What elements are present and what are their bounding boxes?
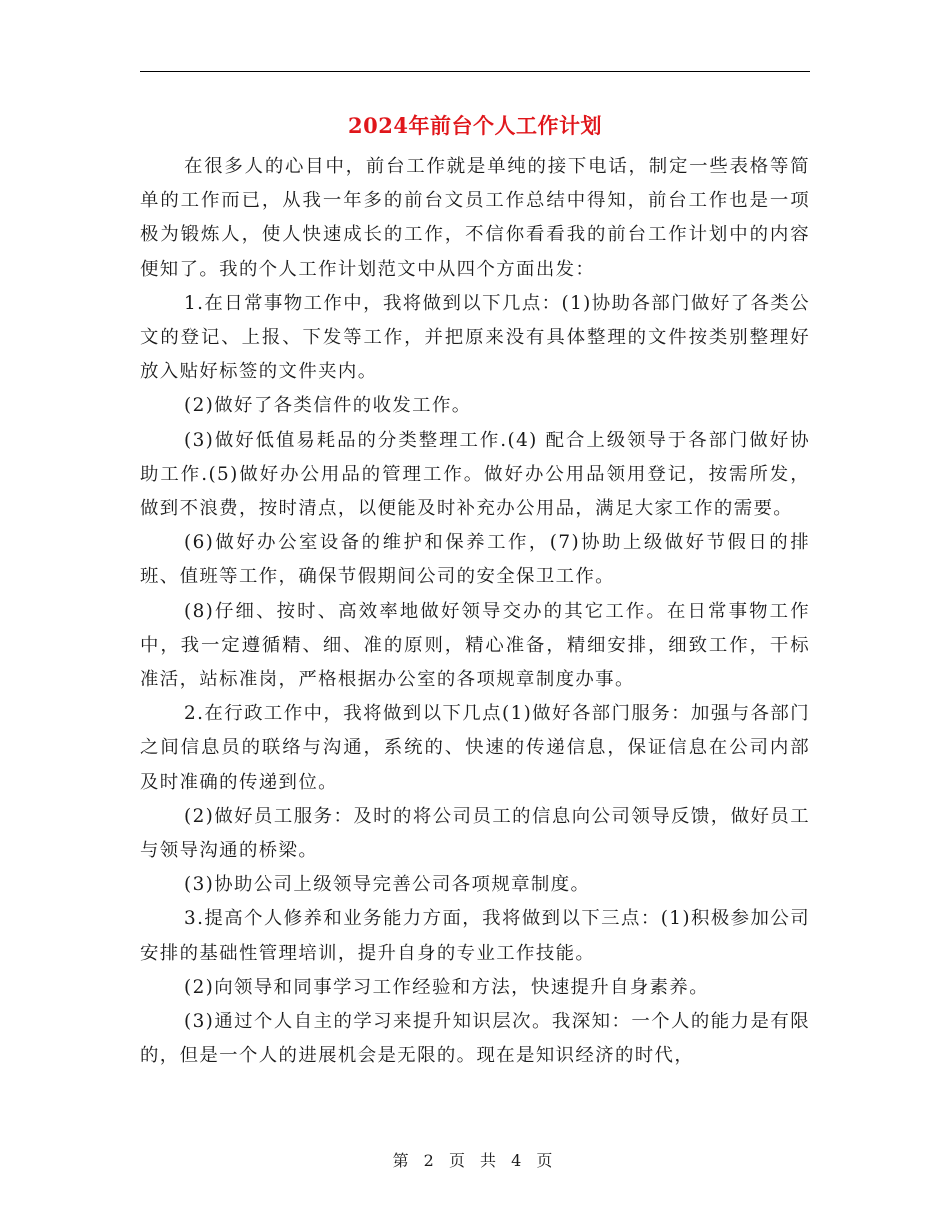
paragraph-intro: 在很多人的心目中，前台工作就是单纯的接下电话，制定一些表格等简单的工作而已，从我一年多的前台文员工作总结中得知，前台工作也是一项极为锻炼人，使人快速成长的工作，不信你看看我的前台工作计划中的内容便知了。我的个人工作计划范文中从四个方面出发： [140,156,810,280]
header-rule [140,71,810,72]
paragraph-item-2-2: (2)做好员工服务：及时的将公司员工的信息向公司领导反馈，做好员工与领导沟通的桥梁。 [140,805,810,862]
paragraph-item-3: 3.提高个人修养和业务能力方面，我将做到以下三点：(1)积极参加公司安排的基础性管理培训，提升自身的专业工作技能。 [140,908,810,964]
paragraph-item-3-3: (3)通过个人自主的学习来提升知识层次。我深知：一个人的能力是有限的，但是一个人的进展机会是无限的。现在是知识经济的时代， [140,1011,810,1067]
paragraph-item-1-6: (6)做好办公室设备的维护和保养工作，(7)协助上级做好节假日的排班、值班等工作，确保节假期间公司的安全保卫工作。 [140,532,810,588]
paragraph-item-1-8: (8)仔细、按时、高效率地做好领导交办的其它工作。在日常事物工作中，我一定遵循精、细、准的原则，精心准备，精细安排，细致工作，干标准活，站标准岗，严格根据办公室的各项规章制度办事。 [140,600,810,691]
paragraph-item-1: 1.在日常事物工作中，我将做到以下几点：(1)协助各部门做好了各类公文的登记、上报、下发等工作，并把原来没有具体整理的文件按类别整理好放入贴好标签的文件夹内。 [140,292,810,383]
paragraph-item-3-2: (2)向领导和同事学习工作经验和方法，快速提升自身素养。 [184,976,710,998]
document-body [140,150,810,1073]
document-title: 2024年前台个人工作计划 [348,113,602,138]
page-number-footer: 第 2 页 共 4 页 [392,1151,558,1170]
paragraph-item-1-2: (2)做好了各类信件的收发工作。 [184,395,472,417]
paragraph-item-2-3: (3)协助公司上级领导完善公司各项规章制度。 [184,874,591,896]
paragraph-item-1-3: (3)做好低值易耗品的分类整理工作.(4) 配合上级领导于各部门做好协助工作.(5)做好办公用品的管理工作。做好办公用品领用登记，按需所发，做到不浪费，按时清点，以便能及时补充办公用品，满足大家工作的需要。 [140,429,810,520]
paragraph-item-2: 2.在行政工作中，我将做到以下几点(1)做好各部门服务：加强与各部门之间信息员的联络与沟通，系统的、快速的传递信息，保证信息在公司内部及时准确的传递到位。 [140,703,810,793]
